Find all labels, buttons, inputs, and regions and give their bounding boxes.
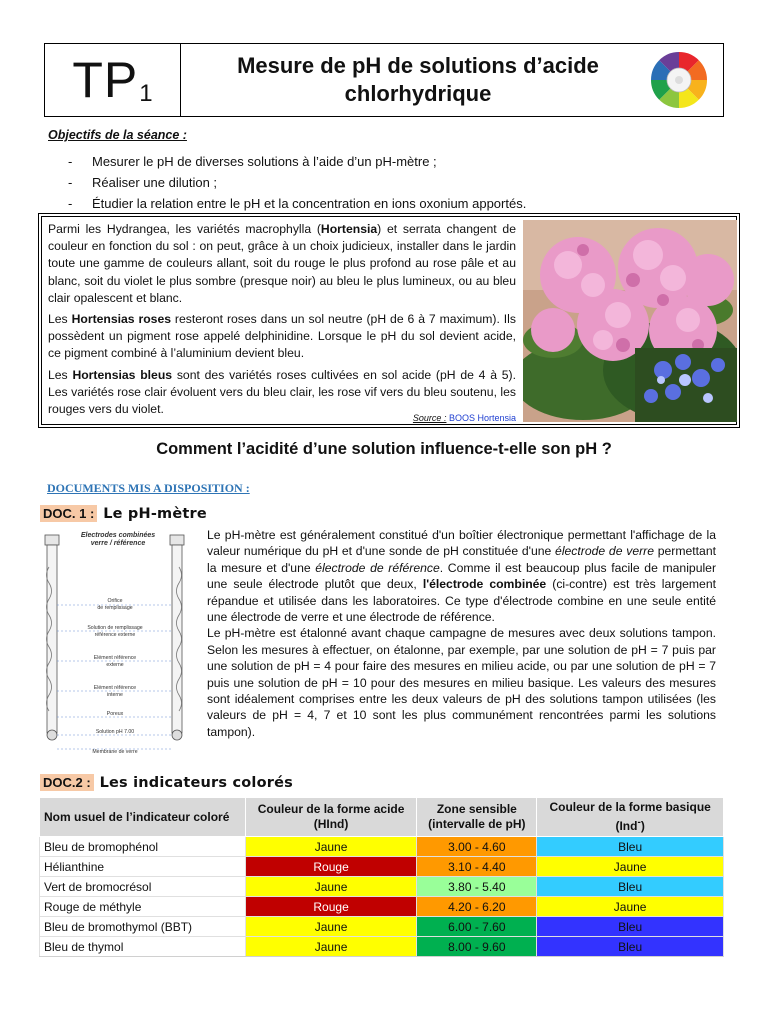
base-color-cell: Bleu	[537, 917, 724, 937]
diagram-label: Solution de remplissage	[87, 625, 143, 631]
hortensia-text	[48, 221, 516, 422]
title-line-2: chlorhydrique	[344, 81, 492, 106]
doc2-heading	[40, 774, 293, 791]
page-header	[44, 43, 724, 117]
diagram-label: référence externe	[94, 632, 136, 638]
table-row	[40, 877, 724, 897]
doc1-paragraph-2: Le pH-mètre est étalonné avant chaque campagne de mesures avec deux solutions tampon. Selon les mesures à effectuer, on étalonne, par exemple, par une solution de pH = 7 puis par une solution de pH = 4 pour faire des mesures en milieu acide, ou par une solution de pH = 7 puis une solution de pH = 10 pour des mesures en milieu basique. Les valeurs des mesures sont idéalement comprises entre les deux valeurs de pH des solutions tampon utilisées (les valeurs de pH = 4, 7 et 10 sont les plus communément rencontrées parmi les solutions tampon).	[207, 626, 716, 739]
objective-item: - Mesurer le pH de diverses solutions à l’aide d’un pH-mètre ;	[68, 151, 526, 172]
header-text: (Ind	[615, 819, 638, 833]
indicator-name-cell: Bleu de bromophénol	[40, 837, 246, 857]
objectives-list	[68, 151, 526, 214]
text-run: . Comme il est beaucoup plus facile de manipuler une seule électrode plutôt que deux,	[207, 560, 717, 592]
ph-color-wheel-icon	[649, 50, 709, 110]
acid-color-cell: Rouge	[245, 897, 417, 917]
text-run: Le pH-mètre est généralement constitué d'un boîtier électronique permettant l'affichage de la valeur numérique du pH et d'une sonde de pH constituée d'une	[207, 528, 716, 559]
hortensia-paragraph-3	[48, 367, 516, 419]
objectives-title: Objectifs de la séance :	[48, 128, 187, 142]
diagram-label: de remplissage	[97, 605, 133, 611]
diagram-label: Solution pH 7.00	[95, 729, 135, 735]
combined-electrode-icon	[40, 527, 195, 762]
zone-cell: 4.20 - 6.20	[417, 897, 537, 917]
diagram-label: Elément référence	[93, 655, 137, 661]
table-row	[40, 917, 724, 937]
objective-item: - Réaliser une dilution ;	[68, 172, 526, 193]
diagram-label: Membrane de verre	[92, 749, 138, 755]
base-color-cell: Jaune	[537, 897, 724, 917]
bold-term: Hortensias roses	[71, 312, 172, 327]
header-base	[537, 798, 724, 837]
doc2-tag: DOC.2 :	[40, 774, 94, 791]
diagram-label: externe	[106, 662, 124, 668]
indicator-name-cell: Rouge de méthyle	[40, 897, 246, 917]
indicator-name-cell: Vert de bromocrésol	[40, 877, 246, 897]
table-header-row	[40, 798, 724, 837]
diagram-title-1: Electrodes combinées	[80, 532, 156, 539]
header-text: Zone sensible	[436, 802, 517, 816]
bold-term: l'électrode combinée	[422, 577, 547, 592]
header-text: Couleur de la forme acide	[257, 802, 405, 816]
zone-cell: 3.00 - 4.60	[417, 837, 537, 857]
diagram-label: Elément référence	[93, 685, 137, 691]
source-label: Source :	[412, 413, 447, 423]
text-run: ) et serrata changent de couleur en fonction du sol : on peut, grâce à un choix judicieux, installer dans le jardin toute une gamme de couleurs allant, soit du rouge le plus profond au rose pâle et au blanc, soit du violet le plus sombre (presque noir) au bleu le plus lumineux, ou au bleu clair opalescent et blanc.	[48, 222, 516, 305]
text-run: resteront roses dans un sol neutre (pH de 6 à 7 maximum). Ils possèdent un pigment rose appelé delphinidine. Lorsque le pH du sol devient acide, ce pigment combiné à l’aluminium devient bleu.	[48, 312, 516, 361]
page-title	[181, 44, 723, 116]
diagram-title-2: verre / référence	[90, 540, 146, 547]
hortensia-paragraph-2	[48, 311, 516, 363]
header-superscript: -	[637, 817, 641, 828]
text-run: Les	[48, 367, 73, 382]
header-text: Couleur de la forme basique	[549, 800, 711, 814]
diagram-label: Orifice	[107, 598, 123, 604]
documents-title: DOCUMENTS MIS A DISPOSITION :	[47, 481, 250, 495]
table-row	[40, 937, 724, 957]
hortensia-photo	[523, 220, 737, 422]
source-link[interactable]: BOOS Hortensia	[448, 413, 516, 423]
base-color-cell: Bleu	[537, 837, 724, 857]
indicator-name-cell: Bleu de thymol	[40, 937, 246, 957]
table-row	[40, 897, 724, 917]
acid-color-cell: Jaune	[245, 877, 417, 897]
source-credit	[48, 413, 516, 423]
doc2-name: Les indicateurs colorés	[99, 775, 293, 791]
italic-term: électrode de verre	[555, 544, 654, 559]
base-color-cell: Bleu	[537, 937, 724, 957]
acid-color-cell: Jaune	[245, 937, 417, 957]
diagram-label: interne	[107, 692, 123, 698]
header-text: (HInd)	[313, 817, 349, 831]
doc1-tag: DOC. 1 :	[40, 505, 97, 522]
text-run: Parmi les Hydrangea, les variétés macrophylla (	[48, 222, 321, 236]
header-text: (intervalle de pH)	[428, 817, 526, 831]
zone-cell: 3.80 - 5.40	[417, 877, 537, 897]
diagram-label: Poreux	[106, 711, 124, 717]
header-name: Nom usuel de l’indicateur coloré	[40, 798, 246, 837]
table-row	[40, 837, 724, 857]
objective-item: - Étudier la relation entre le pH et la concentration en ions oxonium apportés.	[68, 193, 526, 214]
title-line-1: Mesure de pH de solutions d’acide	[237, 53, 599, 78]
main-question: Comment l’acidité d’une solution influence-t-elle son pH ?	[156, 440, 612, 458]
indicators-table	[39, 797, 724, 957]
bold-term: Hortensias bleus	[72, 367, 173, 382]
doc1-name: Le pH-mètre	[103, 506, 207, 522]
acid-color-cell: Jaune	[245, 837, 417, 857]
italic-term: électrode de référence	[315, 560, 440, 575]
hydrangea-image-icon	[523, 220, 737, 422]
tp-subscript: 1	[139, 80, 153, 107]
indicator-name-cell: Bleu de bromothymol (BBT)	[40, 917, 246, 937]
doc1-paragraph-1	[207, 527, 716, 625]
text-run: Les	[48, 312, 72, 327]
electrode-diagram	[40, 527, 195, 762]
indicators-rows	[40, 837, 724, 957]
header-zone	[417, 798, 537, 837]
header-text: )	[640, 819, 645, 833]
base-color-cell: Jaune	[537, 857, 724, 877]
table-row	[40, 857, 724, 877]
text-run: permettant la mesure et d'une	[207, 544, 717, 575]
zone-cell: 8.00 - 9.60	[417, 937, 537, 957]
text-run: (ci-contre) est très largement répandue et utilisée dans les laboratoires. Ce type d'électrode combine en une seule entité une électrode de verre et une électrode de référence.	[207, 577, 716, 625]
doc1-text	[207, 527, 716, 740]
tp-number-box	[45, 44, 181, 116]
acid-color-cell: Jaune	[245, 917, 417, 937]
doc1-heading	[40, 505, 207, 522]
hortensia-inner-frame	[41, 216, 737, 425]
base-color-cell: Bleu	[537, 877, 724, 897]
tp-label: TP	[72, 52, 139, 108]
text-run: sont des variétés roses cultivées en sol acide (pH de 4 à 5). Les variétés rose clair évoluent vers du bleu clair, les rose vif vers du bleu soutenu, les rouges vers du violet.	[48, 367, 516, 417]
indicator-name-cell: Hélianthine	[40, 857, 246, 877]
zone-cell: 3.10 - 4.40	[417, 857, 537, 877]
acid-color-cell: Rouge	[245, 857, 417, 877]
bold-term: Hortensia	[320, 222, 378, 236]
hortensia-paragraph-1	[48, 221, 516, 307]
zone-cell: 6.00 - 7.60	[417, 917, 537, 937]
header-acid	[245, 798, 417, 837]
hortensia-box	[38, 213, 740, 428]
